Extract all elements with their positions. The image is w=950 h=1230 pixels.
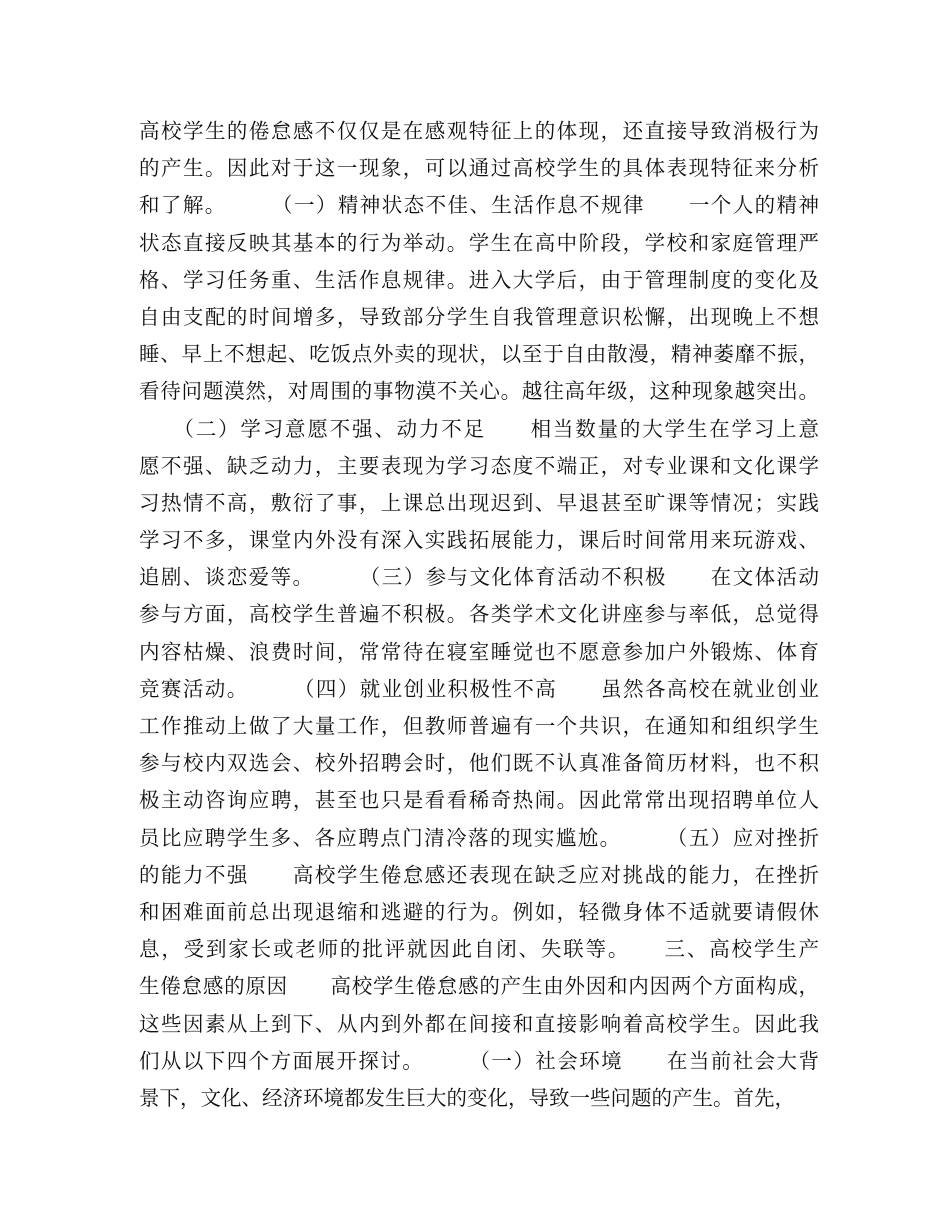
text-line: 的能力不强 高校学生倦怠感还表现在缺乏应对挑战的能力，在挫折 — [139, 862, 819, 887]
body-text — [139, 113, 819, 1117]
text-line: 追剧、谈恋爱等。 （三）参与文化体育活动不积极 在文体活动 — [139, 565, 819, 590]
text-line: 的产生。因此对于这一现象，可以通过高校学生的具体表现特征来分析 — [139, 156, 819, 181]
text-line: 高校学生的倦怠感不仅仅是在感观特征上的体现，还直接导致消极行为 — [139, 119, 819, 143]
text-line: 景下，文化、经济环境都发生巨大的变化，导致一些问题的产生。首先， — [139, 1085, 795, 1110]
text-line: 状态直接反映其基本的行为举动。学生在高中阶段，学校和家庭管理严 — [139, 230, 819, 255]
text-line: 睡、早上不想起、吃饭点外卖的现状，以至于自由散漫，精神萎靡不振， — [139, 342, 819, 367]
text-line: 和困难面前总出现退缩和逃避的行为。例如，轻微身体不适就要请假休 — [139, 899, 819, 924]
text-line: 员比应聘学生多、各应聘点门清冷落的现实尴尬。 （五）应对挫折 — [139, 825, 819, 850]
text-line: 工作推动上做了大量工作，但教师普遍有一个共识，在通知和组织学生 — [139, 714, 819, 738]
text-line: 习热情不高，敷衍了事，上课总出现迟到、早退甚至旷课等情况；实践 — [139, 490, 819, 515]
text-line: 内容枯燥、浪费时间，常常待在寝室睡觉也不愿意参加户外锻炼、体育 — [139, 639, 819, 664]
text-line: 们从以下四个方面展开探讨。 （一）社会环境 在当前社会大背 — [139, 1048, 819, 1073]
text-line: 息，受到家长或老师的批评就因此自闭、失联等。 三、高校学生产 — [139, 937, 819, 962]
text-line: 参与方面，高校学生普遍不积极。各类学术文化讲座参与率低，总觉得 — [139, 602, 819, 627]
text-line: 愿不强、缺乏动力，主要表现为学习态度不端正，对专业课和文化课学 — [139, 453, 819, 478]
text-line: 极主动咨询应聘，甚至也只是看看稀奇热闹。因此常常出现招聘单位人 — [139, 788, 819, 813]
text-line: 看待问题漠然，对周围的事物漠不关心。越往高年级，这种现象越突出。 — [139, 379, 819, 404]
text-line: 生倦怠感的原因 高校学生倦怠感的产生由外因和内因两个方面构成， — [139, 974, 819, 999]
text-line: 自由支配的时间增多，导致部分学生自我管理意识松懈，出现晚上不想 — [139, 304, 819, 329]
text-line: 学习不多，课堂内外没有深入实践拓展能力，课后时间常用来玩游戏、 — [139, 528, 819, 553]
text-line: 这些因素从上到下、从内到外都在间接和直接影响着高校学生。因此我 — [139, 1011, 819, 1036]
text-line: 格、学习任务重、生活作息规律。进入大学后，由于管理制度的变化及 — [139, 267, 819, 292]
text-line: 和了解。 （一）精神状态不佳、生活作息不规律 一个人的精神 — [139, 193, 819, 218]
text-line: （二）学习意愿不强、动力不足 相当数量的大学生在学习上意 — [139, 416, 819, 441]
text-line: 参与校内双选会、校外招聘会时，他们既不认真准备简历材料，也不积 — [139, 751, 819, 776]
text-line: 竞赛活动。 （四）就业创业积极性不高 虽然各高校在就业创业 — [139, 676, 819, 701]
